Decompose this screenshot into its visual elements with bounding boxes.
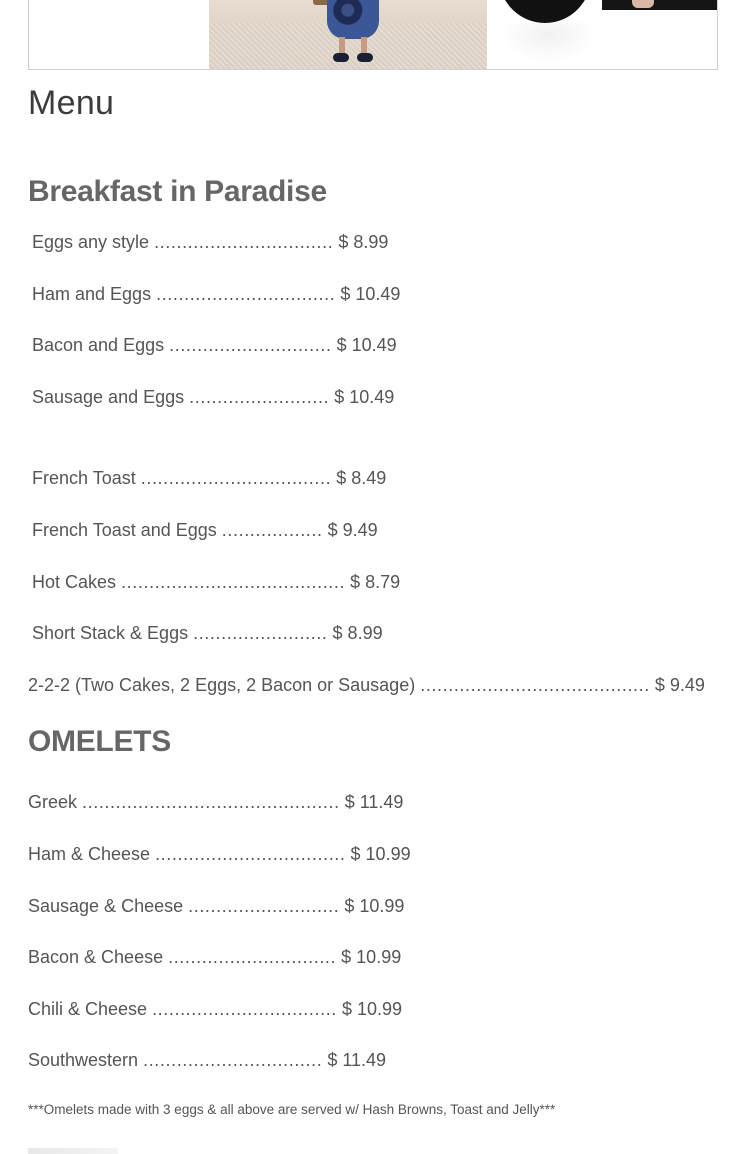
section-heading-breakfast: Breakfast in Paradise <box>28 175 327 208</box>
item-price: $ 8.99 <box>338 232 389 252</box>
item-name: French Toast and Eggs <box>32 520 217 540</box>
cut-off-content <box>28 1148 118 1154</box>
ad-banner[interactable] <box>28 0 718 70</box>
menu-item <box>32 284 400 305</box>
item-name: Bacon and Eggs <box>32 335 165 355</box>
item-leader: ................................. <box>152 999 337 1019</box>
menu-item <box>32 232 388 253</box>
item-price: $ 10.49 <box>334 387 395 407</box>
item-leader: ........................ <box>193 623 328 643</box>
item-name: Hot Cakes <box>32 572 117 592</box>
menu-item <box>28 844 411 865</box>
item-leader: .................................. <box>155 844 346 864</box>
item-leader: ................................ <box>143 1050 323 1070</box>
menu-item <box>32 335 397 356</box>
menu-item <box>28 675 705 696</box>
item-leader: .................. <box>221 520 323 540</box>
menu-item <box>28 792 403 813</box>
item-price: $ 8.49 <box>336 468 387 488</box>
ad-blank-panel <box>29 0 209 69</box>
item-name: 2-2-2 (Two Cakes, 2 Eggs, 2 Bacon or Sausage) <box>28 675 416 695</box>
menu-item <box>32 520 378 541</box>
omelet-footnote: ***Omelets made with 3 eggs & all above are served w/ Hash Browns, Toast and Jelly*** <box>28 1102 556 1117</box>
item-price: $ 9.49 <box>327 520 378 540</box>
menu-item <box>32 572 400 593</box>
item-name: Sausage & Cheese <box>28 896 184 916</box>
item-leader: .............................................. <box>82 792 340 812</box>
item-price: $ 8.79 <box>350 572 401 592</box>
item-name: Sausage and Eggs <box>32 387 185 407</box>
item-name: Chili & Cheese <box>28 999 148 1019</box>
item-leader: ........................... <box>188 896 340 916</box>
menu-item <box>28 999 402 1020</box>
page-title: Menu <box>28 84 115 122</box>
item-name: Eggs any style <box>32 232 150 252</box>
ad-product-image-accessory[interactable] <box>602 0 717 69</box>
section-heading-omelets: OMELETS <box>28 725 171 758</box>
item-price: $ 10.99 <box>341 947 402 967</box>
item-name: Bacon & Cheese <box>28 947 164 967</box>
item-price: $ 10.49 <box>340 284 401 304</box>
item-price: $ 9.49 <box>654 675 705 695</box>
item-name: Greek <box>28 792 78 812</box>
item-leader: ................................ <box>154 232 334 252</box>
menu-item <box>28 1050 386 1071</box>
item-price: $ 11.49 <box>327 1050 387 1070</box>
item-leader: ............................. <box>169 335 332 355</box>
item-leader: .................................. <box>140 468 332 488</box>
item-price: $ 8.99 <box>332 623 383 643</box>
menu-item <box>32 623 383 644</box>
item-leader: ......................... <box>189 387 330 407</box>
menu-item <box>32 387 394 408</box>
item-name: Ham and Eggs <box>32 284 152 304</box>
item-price: $ 11.49 <box>344 792 404 812</box>
item-name: French Toast <box>32 468 136 488</box>
item-price: $ 10.99 <box>350 844 411 864</box>
item-price: $ 10.99 <box>344 896 405 916</box>
ad-product-image-swimwear[interactable] <box>487 0 602 69</box>
item-leader: ........................................ <box>121 572 346 592</box>
menu-item <box>28 896 404 917</box>
menu-item <box>28 947 401 968</box>
ad-product-image-dress[interactable] <box>209 0 487 69</box>
item-name: Ham & Cheese <box>28 844 151 864</box>
item-leader: .............................. <box>168 947 337 967</box>
item-name: Short Stack & Eggs <box>32 623 189 643</box>
item-price: $ 10.49 <box>336 335 397 355</box>
item-leader: ......................................... <box>420 675 650 695</box>
menu-item <box>32 468 386 489</box>
item-leader: ................................ <box>156 284 336 304</box>
item-price: $ 10.99 <box>341 999 402 1019</box>
item-name: Southwestern <box>28 1050 139 1070</box>
